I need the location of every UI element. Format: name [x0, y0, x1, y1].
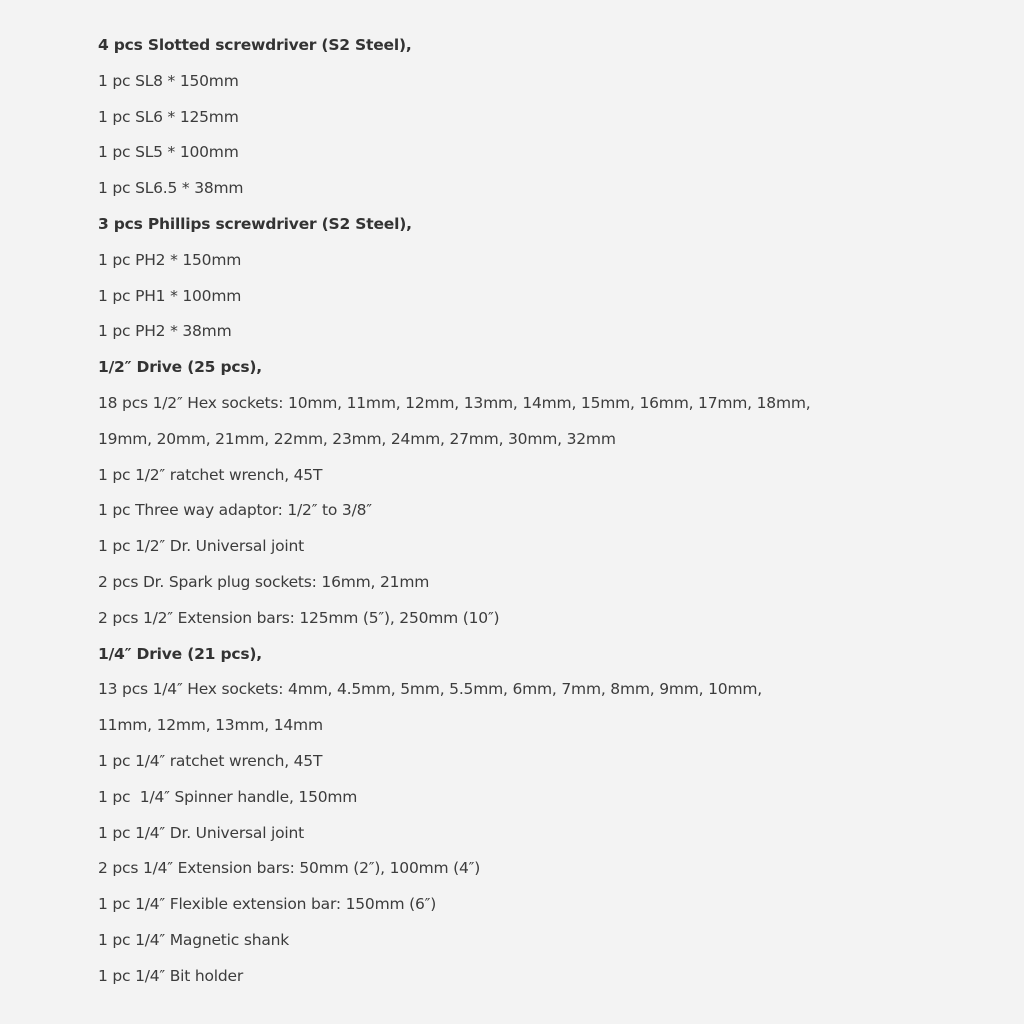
list-item: 1 pc SL6 * 125mm: [98, 107, 239, 126]
list-item: 1 pc PH1 * 100mm: [98, 286, 242, 305]
list-item: 11mm, 12mm, 13mm, 14mm: [98, 716, 323, 735]
list-item: 1 pc 1/2″ Dr. Universal joint: [98, 537, 305, 556]
list-item: 2 pcs 1/2″ Extension bars: 125mm (5″), 250mm (10″): [98, 608, 500, 627]
list-item: 18 pcs 1/2″ Hex sockets: 10mm, 11mm, 12mm, 13mm, 14mm, 15mm, 16mm, 17mm, 18mm,: [98, 393, 811, 412]
section-heading-quarter-inch-drive: 1/4″ Drive (21 pcs),: [98, 644, 262, 663]
list-item: 1 pc 1/2″ ratchet wrench, 45T: [98, 465, 323, 484]
tool-set-contents-list: [98, 28, 998, 995]
list-item: 2 pcs 1/4″ Extension bars: 50mm (2″), 100mm (4″): [98, 859, 481, 878]
section-heading-half-inch-drive: 1/2″ Drive (25 pcs),: [98, 358, 262, 377]
list-item: 2 pcs Dr. Spark plug sockets: 16mm, 21mm: [98, 572, 430, 591]
list-item: 19mm, 20mm, 21mm, 22mm, 23mm, 24mm, 27mm, 30mm, 32mm: [98, 429, 616, 448]
list-item: 1 pc 1/4″ Magnetic shank: [98, 930, 290, 949]
list-item: 1 pc 1/4″ Spinner handle, 150mm: [98, 787, 358, 806]
list-item: 1 pc SL5 * 100mm: [98, 143, 239, 162]
list-item: 1 pc Three way adaptor: 1/2″ to 3/8″: [98, 501, 372, 520]
list-item: 1 pc 1/4″ Dr. Universal joint: [98, 823, 305, 842]
list-item: 1 pc 1/4″ ratchet wrench, 45T: [98, 751, 323, 770]
section-heading-slotted-screwdrivers: 4 pcs Slotted screwdriver (S2 Steel),: [98, 36, 412, 54]
list-item: 13 pcs 1/4″ Hex sockets: 4mm, 4.5mm, 5mm, 5.5mm, 6mm, 7mm, 8mm, 9mm, 10mm,: [98, 680, 762, 699]
list-item: 1 pc PH2 * 150mm: [98, 250, 242, 269]
list-item: 1 pc 1/4″ Bit holder: [98, 966, 244, 985]
list-item: 1 pc SL6.5 * 38mm: [98, 179, 244, 198]
list-item: 1 pc PH2 * 38mm: [98, 322, 232, 341]
list-item: 1 pc 1/4″ Flexible extension bar: 150mm (6″): [98, 895, 437, 914]
list-item: 1 pc SL8 * 150mm: [98, 71, 239, 90]
section-heading-phillips-screwdrivers: 3 pcs Phillips screwdriver (S2 Steel),: [98, 214, 412, 233]
